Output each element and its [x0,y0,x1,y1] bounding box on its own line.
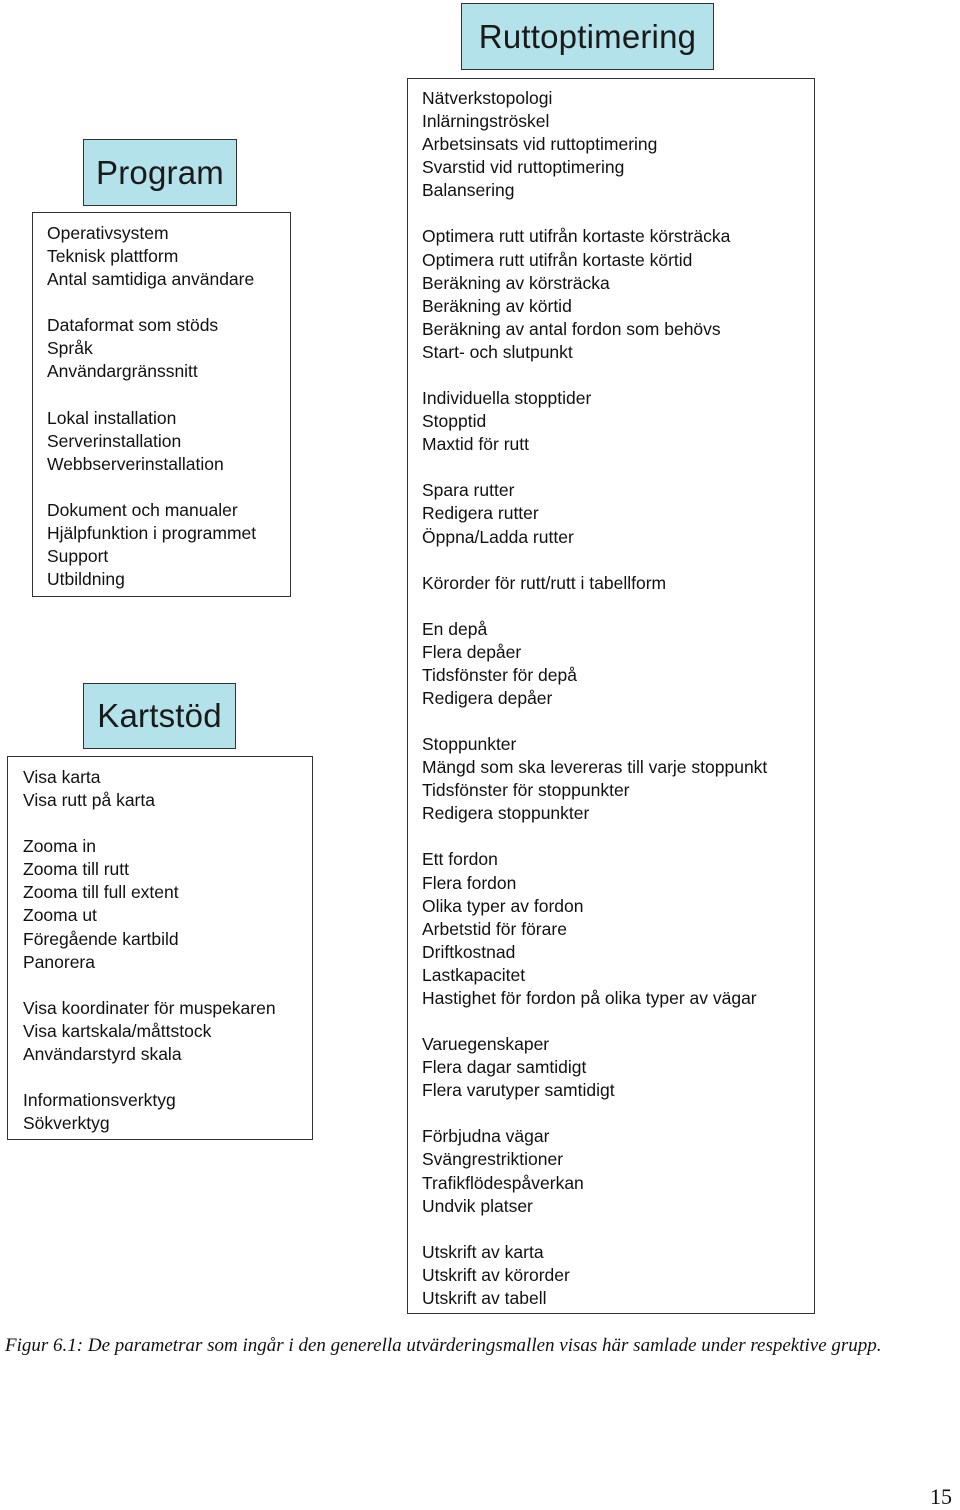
parameter-item: Teknisk plattform [47,246,179,267]
parameter-section [422,618,814,710]
parameter-item: Olika typer av fordon [422,895,584,916]
parameter-item: Flera varutyper samtidigt [422,1080,615,1101]
parameter-section [23,766,312,812]
parameter-item: Zooma in [23,836,96,857]
parameter-item: Inlärningströskel [422,111,550,132]
parameter-item: Användargränssnitt [47,361,198,382]
program-group-title: Program [83,139,237,206]
parameter-item: Öppna/Ladda rutter [422,526,574,547]
parameter-section [422,479,814,548]
parameter-item: Visa koordinater för muspekaren [23,997,276,1018]
parameter-item: Flera dagar samtidigt [422,1057,587,1078]
kartstod-group-title: Kartstöd [83,683,236,749]
parameter-item: Stoppunkter [422,734,517,755]
parameter-section [422,225,814,364]
parameter-item: Arbetsinsats vid ruttoptimering [422,134,658,155]
parameter-item: En depå [422,618,488,639]
parameter-item: Utbildning [47,569,125,590]
parameter-item: Informationsverktyg [23,1090,176,1111]
parameter-item: Utskrift av körorder [422,1264,570,1285]
parameter-section [23,835,312,974]
parameter-item: Hastighet för fordon på olika typer av vägar [422,988,757,1008]
parameter-section [422,87,814,202]
parameter-item: Svarstid vid ruttoptimering [422,157,625,178]
parameter-section [422,848,814,1010]
parameter-item: Användarstyrd skala [23,1043,182,1064]
parameter-section [47,407,290,476]
parameter-section [422,572,814,595]
program-parameter-list [32,212,291,597]
parameter-section [422,1241,814,1310]
parameter-item: Antal samtidiga användare [47,269,255,290]
parameter-item: Sökverktyg [23,1113,110,1134]
parameter-item: Utskrift av tabell [422,1287,547,1308]
parameter-item: Balansering [422,180,515,201]
parameter-section [47,222,290,291]
parameter-item: Spara rutter [422,480,515,501]
parameter-item: Körorder för rutt/rutt i tabellform [422,572,667,593]
parameter-section [47,499,290,591]
parameter-item: Webbserverinstallation [47,453,224,474]
parameter-item: Trafikflödespåverkan [422,1172,584,1193]
parameter-item: Serverinstallation [47,430,182,451]
page-number: 15 [930,1484,952,1509]
parameter-item: Hjälpfunktion i programmet [47,522,257,543]
parameter-item: Svängrestriktioner [422,1149,564,1170]
parameter-section [422,733,814,825]
parameter-item: Beräkning av antal fordon som behövs [422,318,721,339]
parameter-item: Ett fordon [422,849,498,870]
parameter-item: Zooma till full extent [23,882,179,903]
parameter-item: Beräkning av körtid [422,295,572,316]
parameter-item: Flera fordon [422,872,517,893]
parameter-item: Lokal installation [47,407,177,428]
ruttoptimering-parameter-list [407,78,815,1314]
parameter-section [23,1089,312,1135]
parameter-item: Optimera rutt utifrån kortaste körsträcka [422,226,731,247]
parameter-item: Lastkapacitet [422,964,526,985]
parameter-item: Tidsfönster för depå [422,664,577,685]
parameter-item: Optimera rutt utifrån kortaste körtid [422,249,693,270]
parameter-item: Individuella stopptider [422,388,592,409]
parameter-item: Förbjudna vägar [422,1126,550,1147]
parameter-item: Visa karta [23,767,101,787]
parameter-item: Start- och slutpunkt [422,341,573,362]
parameter-item: Redigera rutter [422,503,539,524]
parameter-section [422,1125,814,1217]
parameter-section [47,314,290,383]
parameter-item: Tidsfönster för stoppunkter [422,780,630,801]
parameter-item: Flera depåer [422,641,522,662]
parameter-item: Språk [47,338,93,359]
parameter-item: Maxtid för rutt [422,434,529,455]
parameter-item: Föregående kartbild [23,928,179,949]
parameter-item: Beräkning av körsträcka [422,272,610,293]
parameter-item: Visa kartskala/måttstock [23,1020,212,1041]
parameter-item: Nätverkstopologi [422,88,553,108]
parameter-item: Dokument och manualer [47,499,238,520]
parameter-item: Mängd som ska levereras till varje stoppunkt [422,757,768,778]
parameter-item: Utskrift av karta [422,1241,544,1262]
parameter-item: Stopptid [422,411,487,432]
parameter-item: Varuegenskaper [422,1034,550,1055]
parameter-item: Arbetstid för förare [422,918,567,939]
parameter-item: Zooma till rutt [23,859,129,880]
parameter-item: Visa rutt på karta [23,790,155,811]
parameter-section [422,387,814,456]
parameter-item: Panorera [23,951,95,972]
parameter-section [422,1033,814,1102]
parameter-item: Zooma ut [23,905,97,926]
parameter-item: Support [47,546,109,567]
kartstod-parameter-list [7,756,313,1140]
parameter-item: Redigera depåer [422,687,553,708]
parameter-item: Dataformat som stöds [47,315,219,336]
figure-caption: Figur 6.1: De parametrar som ingår i den generella utvärderingsmallen visas här samlade under respektive grupp. [5,1335,882,1356]
ruttoptimering-group-title: Ruttoptimering [461,3,714,70]
parameter-item: Driftkostnad [422,941,516,962]
parameter-section [23,997,312,1066]
parameter-item: Redigera stoppunkter [422,803,590,824]
parameter-item: Operativsystem [47,223,169,243]
parameter-item: Undvik platser [422,1195,533,1216]
